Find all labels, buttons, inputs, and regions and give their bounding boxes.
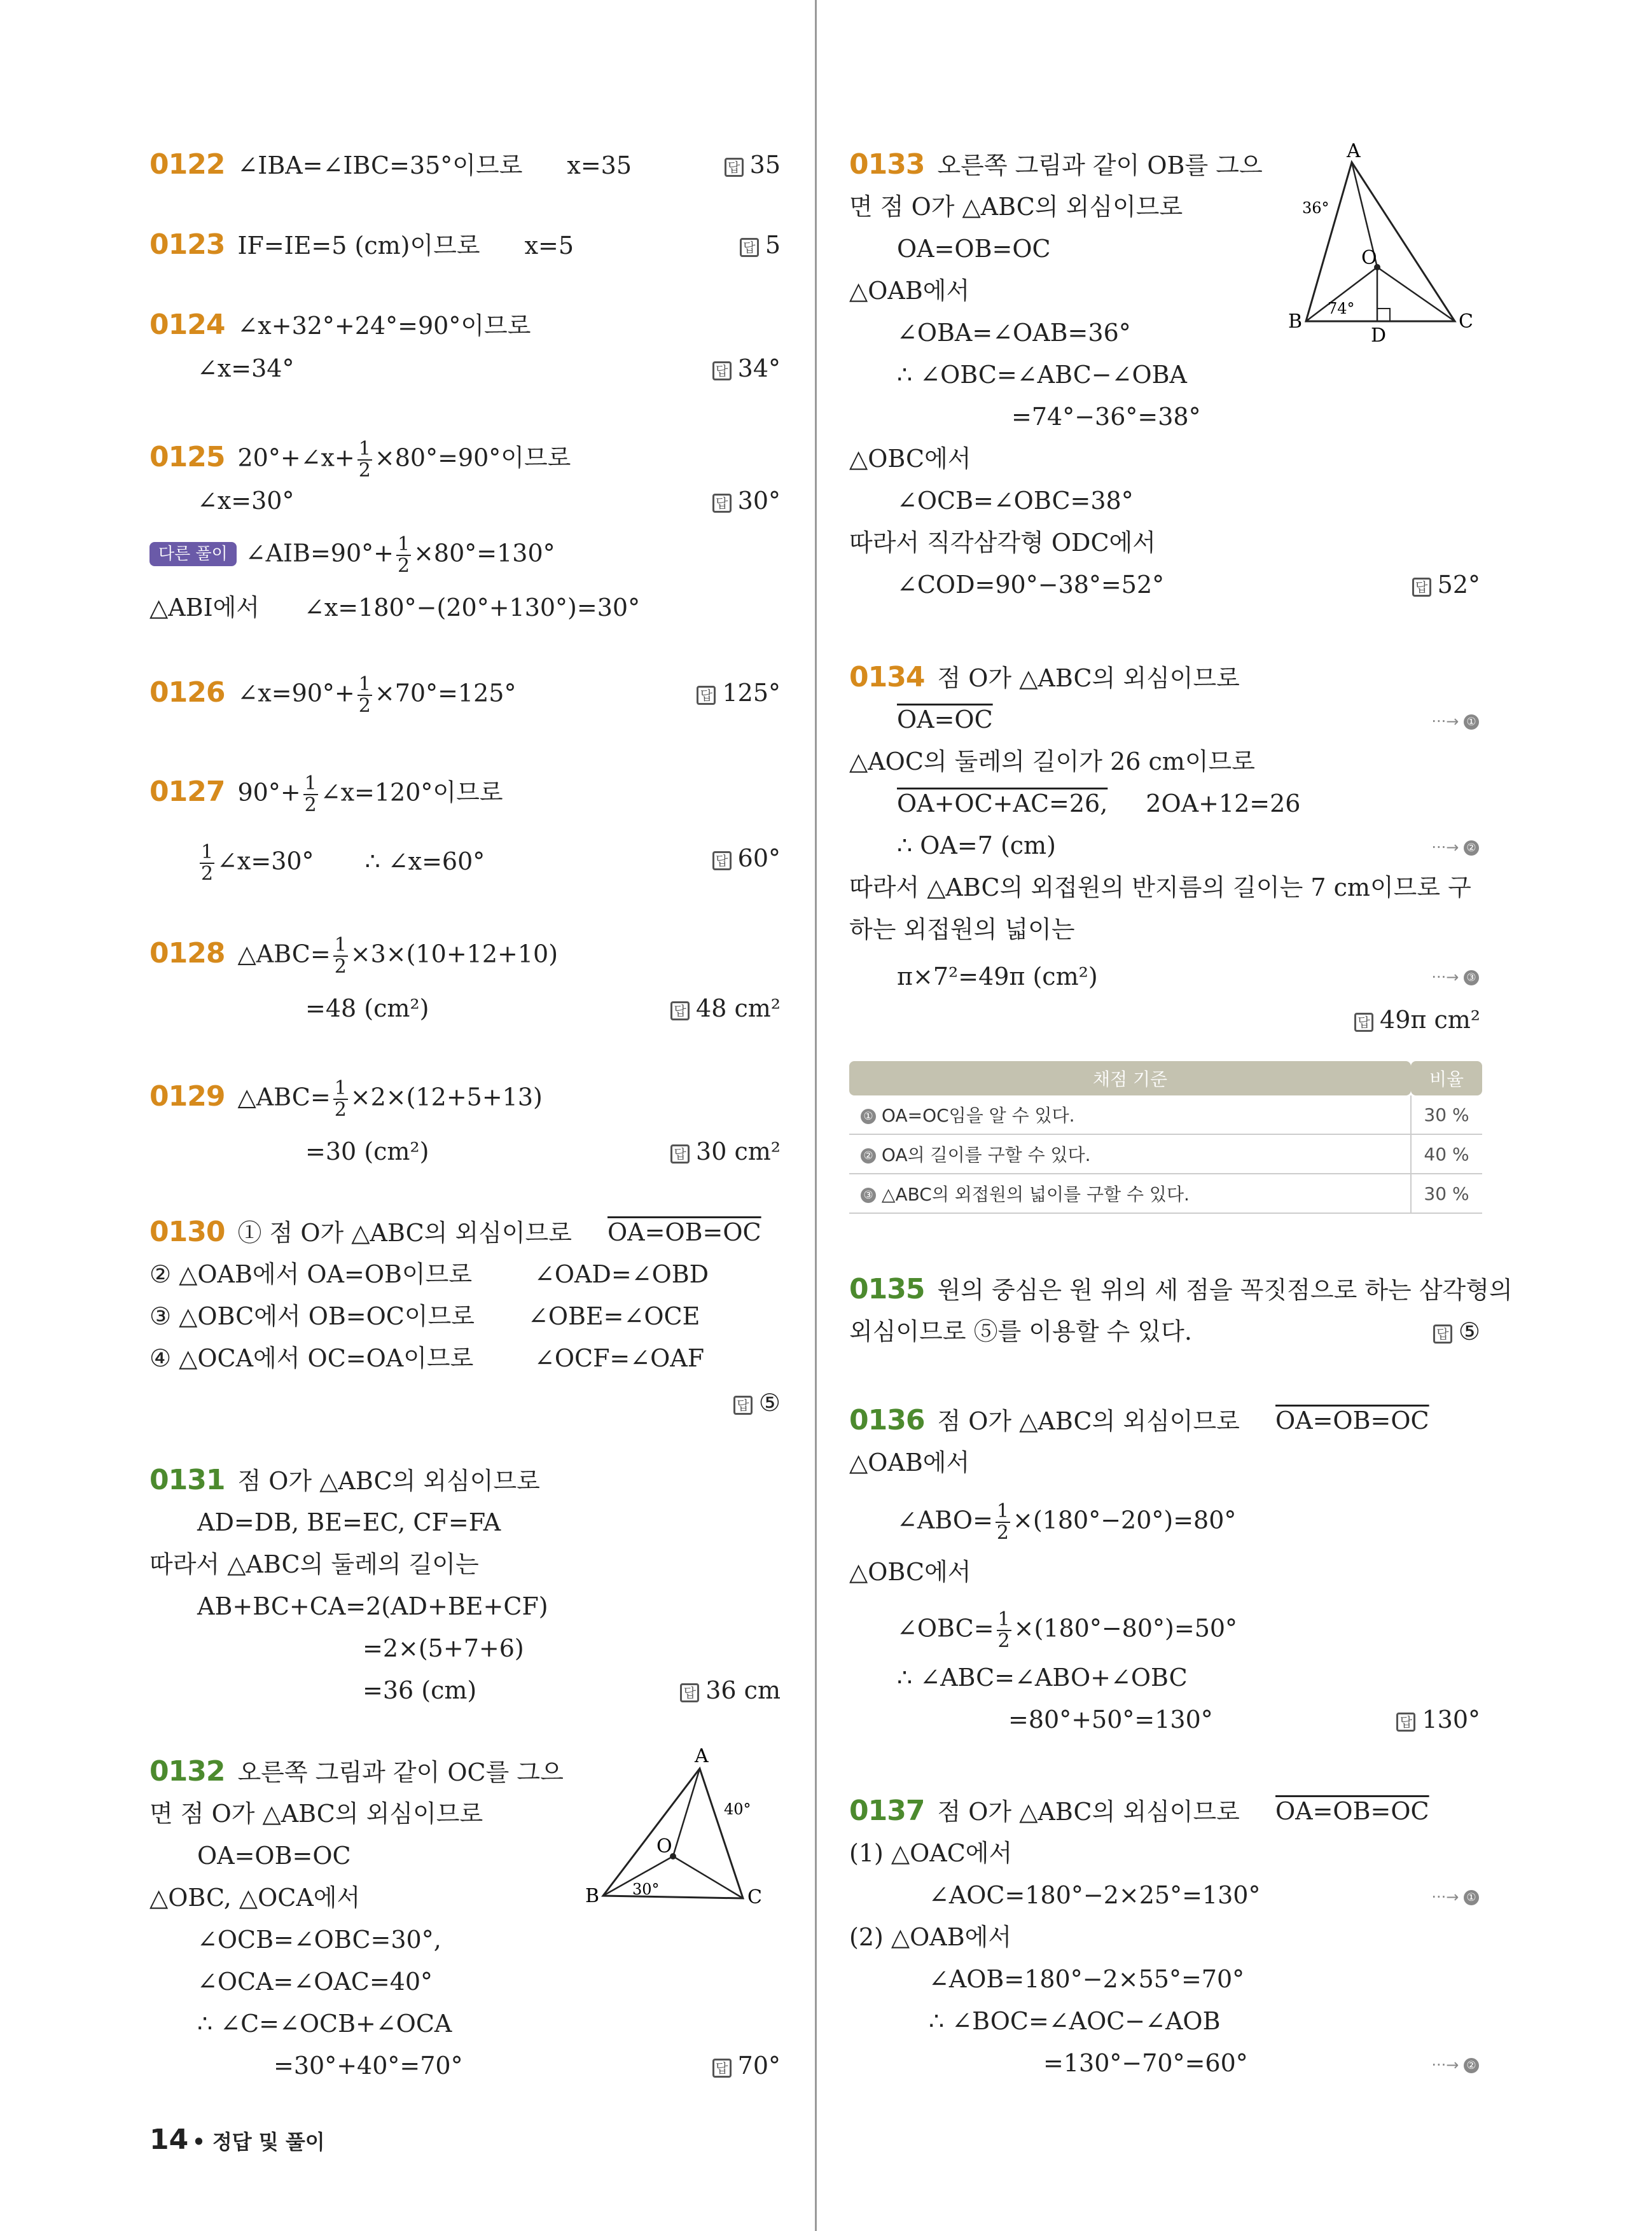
answer-icon: 답 (680, 1683, 699, 1702)
problem-0130: 0130 ① 점 O가 △ABC의 외심이므로 (149, 1216, 572, 1248)
answer-0127: 답 60° (712, 842, 781, 874)
problem-0134: 0134 점 O가 △ABC의 외심이므로 (849, 661, 1240, 693)
table-row: ① OA=OC임을 알 수 있다. 30 % (849, 1095, 1482, 1134)
table-row: ② OA의 길이를 구할 수 있다. 40 % (849, 1134, 1482, 1174)
problem-0137: 0137 점 O가 △ABC의 외심이므로 (849, 1795, 1240, 1827)
answer-0128: 답 48 cm² (670, 992, 781, 1024)
svg-text:O: O (1361, 247, 1377, 269)
scoring-step-2: ···→ ② (1431, 2056, 1479, 2074)
alt-solution: 다른 풀이 ∠AIB=90°+ $\frac{1}{2}$ ×80°=130° (149, 534, 555, 576)
problem-0135: 0135 원의 중심은 원 위의 세 점을 꼭짓점으로 하는 삼각형의 (849, 1273, 1513, 1305)
answer-icon: 답 (725, 158, 744, 177)
answer-0129: 답 30 cm² (670, 1136, 781, 1167)
answer-icon: 답 (740, 238, 759, 257)
scoring-step-1: ···→ ① (1431, 1888, 1479, 1906)
svg-text:D: D (1371, 324, 1387, 347)
answer-icon: 답 (697, 686, 716, 705)
svg-text:O: O (656, 1835, 672, 1858)
problem-number: 0122 (149, 148, 225, 181)
triangle-figure-0133 (1282, 143, 1492, 347)
problem-0127: 0127 90°+ $\frac{1}{2}$ ∠x=120°이므로 (149, 772, 503, 816)
answer-0122: 답 35 (725, 149, 781, 181)
answer-icon: 답 (1396, 1713, 1415, 1732)
answer-icon: 답 (733, 1396, 753, 1415)
svg-text:30°: 30° (632, 1880, 660, 1898)
scoring-step-1: ···→ ① (1431, 712, 1479, 730)
problem-0129: 0129 △ABC= $\frac{1}{2}$ ×2×(12+5+13) (149, 1077, 543, 1121)
svg-text:A: A (1347, 143, 1361, 162)
problem-0123: 0123 IF=IE=5 (cm)이므로 x=5 (149, 228, 574, 261)
answer-0130: 답 ⑤ (733, 1387, 781, 1419)
scoring-step-2: ···→ ② (1431, 838, 1479, 856)
answer-icon: 답 (712, 361, 732, 380)
triangle (603, 1769, 743, 1898)
answer-0135: 답 ⑤ (1433, 1316, 1480, 1347)
problem-0126: 0126 ∠x=90°+ $\frac{1}{2}$ ×70°=125° (149, 673, 517, 717)
column-divider (815, 0, 817, 2231)
answer-icon: 답 (712, 851, 732, 870)
triangle-figure-0132 (573, 1743, 782, 1915)
problem-0128: 0128 △ABC= $\frac{1}{2}$ ×3×(10+12+10) (149, 934, 559, 978)
answer-0134: 답 49π cm² (1354, 1004, 1480, 1036)
answer-icon: 답 (712, 494, 732, 513)
scoring-step-3: ···→ ③ (1431, 968, 1479, 986)
answer-0126: 답 125° (697, 677, 781, 709)
page-number: 14 (149, 2123, 189, 2156)
answer-0132: 답 70° (712, 2050, 781, 2082)
answer-0131: 답 36 cm (680, 1674, 781, 1706)
problem-0125: 0125 20°+∠x+ $\frac{1}{2}$ ×80°=90°이므로 (149, 438, 571, 482)
svg-text:B: B (1288, 310, 1303, 333)
page-label: • 정답 및 풀이 (192, 2130, 325, 2154)
answer-0125: 답 30° (712, 485, 781, 517)
answer-0136: 답 130° (1396, 1704, 1480, 1735)
svg-text:B: B (585, 1885, 600, 1907)
ratio-header: 비율 (1411, 1061, 1482, 1095)
answer-icon: 답 (670, 1144, 690, 1164)
svg-text:C: C (747, 1886, 762, 1908)
answer-icon: 답 (1354, 1013, 1373, 1032)
problem-0124: 0124 ∠x+32°+24°=90°이므로 (149, 309, 531, 341)
answer-0124: 답 34° (712, 352, 781, 384)
answer-icon: 답 (1433, 1324, 1452, 1344)
scoring-criteria-table (849, 1061, 1482, 1214)
svg-text:40°: 40° (724, 1800, 751, 1818)
svg-text:A: A (695, 1745, 709, 1767)
svg-text:36°: 36° (1302, 199, 1329, 217)
right-angle-mark (1377, 309, 1390, 321)
svg-text:74°: 74° (1328, 300, 1355, 317)
answer-0123: 답 5 (740, 229, 781, 261)
triangle (1306, 162, 1455, 321)
answer-0133: 답 52° (1412, 569, 1480, 601)
answer-icon: 답 (1412, 578, 1431, 597)
problem-0122: 0122 ∠IBA=∠IBC=35°이므로 x=35 (149, 148, 632, 181)
problem-0133: 0133 오른쪽 그림과 같이 OB를 그으 (849, 148, 1263, 181)
page-footer (149, 2123, 325, 2156)
fraction: $\frac{1}{2}$ (358, 438, 371, 482)
alt-solution-badge: 다른 풀이 (149, 542, 237, 566)
problem-0136: 0136 점 O가 △ABC의 외심이므로 (849, 1404, 1240, 1436)
problem-0131: 0131 점 O가 △ABC의 외심이므로 (149, 1464, 540, 1496)
svg-text:C: C (1459, 310, 1473, 333)
answer-icon: 답 (712, 2059, 732, 2078)
criteria-header: 채점 기준 (849, 1061, 1411, 1095)
problem-0132: 0132 오른쪽 그림과 같이 OC를 그으 (149, 1755, 564, 1788)
table-row: ③ △ABC의 외접원의 넓이를 구할 수 있다. 30 % (849, 1174, 1482, 1213)
answer-icon: 답 (670, 1001, 690, 1020)
